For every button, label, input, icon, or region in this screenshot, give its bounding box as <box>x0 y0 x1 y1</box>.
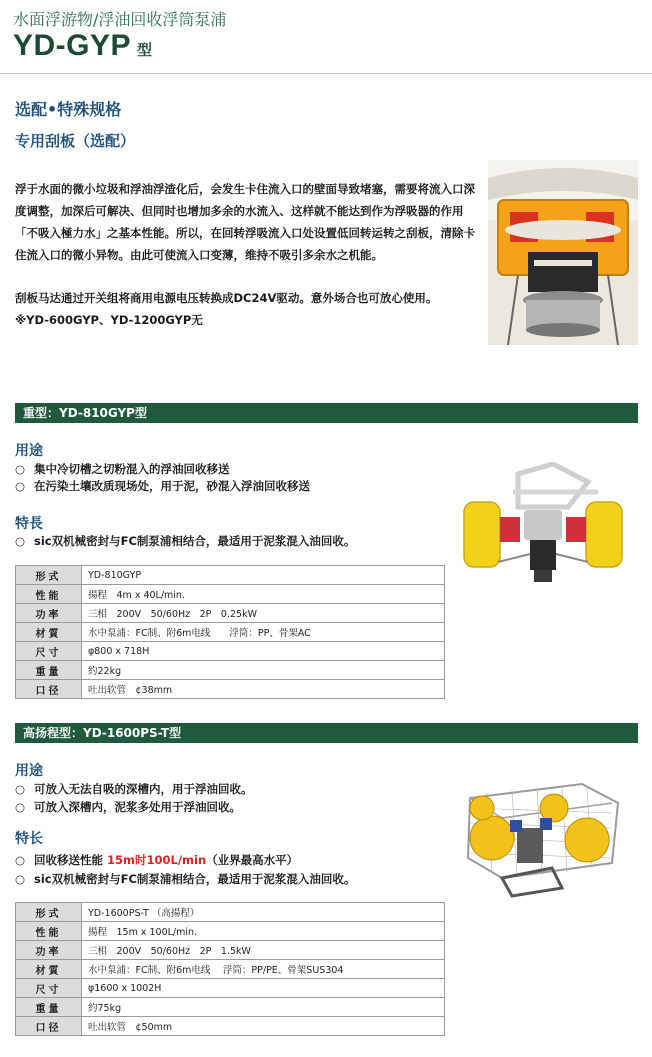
options-title: 选配•特殊规格 <box>15 100 122 119</box>
section2-spec-table <box>15 902 445 1036</box>
section1-use-item <box>15 461 230 477</box>
section2-feature-item <box>15 852 298 868</box>
spec-key: 口径 <box>16 1017 82 1036</box>
section2-use-text: 可放入深槽内，泥浆多处用于浮油回收。 <box>34 800 241 814</box>
spec-key: 重量 <box>16 998 82 1017</box>
table-row <box>16 903 445 922</box>
bullet-circle-icon: ○ <box>15 872 26 886</box>
spec-value: 吐出软管 ¢38mm <box>82 680 445 699</box>
table-row <box>16 979 445 998</box>
spec-value: 吐出软管 ¢50mm <box>82 1017 445 1036</box>
table-row <box>16 566 445 585</box>
options-paragraph-2 <box>15 287 475 331</box>
section-bar-heavy: 重型：YD-810GYP型 <box>15 403 638 423</box>
table-row <box>16 661 445 680</box>
section1-feature-label: 特長 <box>15 516 43 532</box>
table-row <box>16 585 445 604</box>
section1-feature-text: sic双机械密封与FC制泵浦相结合，最适用于泥浆混入油回收。 <box>34 534 356 548</box>
section2-use-item <box>15 799 241 815</box>
spec-value: 約22kg <box>82 661 445 680</box>
section2-feature-item <box>15 871 355 887</box>
section2-use-item <box>15 781 253 797</box>
section-bar-high-head: 高扬程型：YD-1600PS-T型 <box>15 723 638 743</box>
spec-key: 材質 <box>16 960 82 979</box>
options-paragraph-1: 浮于水面的微小垃圾和浮油浮渣化后，会发生卡住流入口的壁面导致堵塞，需要将流入口深度调整，加深后可解决、但同时也增加多余的水流入、这样就不能达到作为浮吸器的作用「不吸入極力水」之基本性能。所以，在回转浮吸流入口处设置低回转运转之刮板，清除卡住流入口的微小异物。由此可使流入口变薄，维持不吸引多余水之机能。 <box>15 182 475 262</box>
spec-key: 形式 <box>16 566 82 585</box>
options-paragraph-2-line-2: ※YD-600GYP、YD-1200GYP无 <box>15 313 203 327</box>
bullet-circle-icon: ○ <box>15 800 26 814</box>
model-suffix: 型 <box>137 42 153 59</box>
spec-key: 形式 <box>16 903 82 922</box>
table-row <box>16 960 445 979</box>
section1-use-label: 用途 <box>15 443 43 459</box>
spec-value: 水中泵浦：FC制、附6m电线 浮筒：PP、骨架AC <box>82 623 445 642</box>
section2-feature-highlight: 15m时100L/min <box>107 853 207 867</box>
spec-key: 口径 <box>16 680 82 699</box>
spec-key: 性能 <box>16 922 82 941</box>
bullet-circle-icon: ○ <box>15 534 26 548</box>
section2-use-label: 用途 <box>15 763 43 779</box>
header-model <box>13 29 153 63</box>
spec-key: 材質 <box>16 623 82 642</box>
spec-key: 尺寸 <box>16 642 82 661</box>
options-subtitle: 专用刮板（选配） <box>15 132 136 150</box>
table-row <box>16 623 445 642</box>
section1-spec-table <box>15 565 445 699</box>
table-row <box>16 680 445 699</box>
spec-key: 功率 <box>16 941 82 960</box>
table-row <box>16 604 445 623</box>
section1-use-item <box>15 478 310 494</box>
section1-feature-item <box>15 533 355 549</box>
options-paragraph-2-line-1: 刮板马达通过开关组将商用电源电压转换成DC24V驱动。意外场合也可放心使用。 <box>15 291 438 305</box>
header-divider <box>0 73 652 74</box>
table-row <box>16 998 445 1017</box>
spec-value: 約75kg <box>82 998 445 1017</box>
bullet-circle-icon: ○ <box>15 462 26 476</box>
table-row <box>16 922 445 941</box>
yd810gyp-photo <box>458 462 628 587</box>
section1-use-text: 在污染土壤改质现场处，用于泥，砂混入浮油回收移送 <box>34 479 310 493</box>
yd1600pst-photo <box>462 778 622 898</box>
table-row <box>16 1017 445 1036</box>
header-subtitle: 水面浮游物/浮油回收浮筒泵浦 <box>13 10 227 29</box>
spec-key: 尺寸 <box>16 979 82 998</box>
section2-feature-prefix: 回收移送性能 <box>34 853 108 867</box>
section1-use-text: 集中冷切槽之切粉混入的浮油回收移送 <box>34 462 230 476</box>
scraper-photo <box>488 160 638 345</box>
spec-value: YD-810GYP <box>82 566 445 585</box>
table-row <box>16 642 445 661</box>
page-header <box>0 0 652 74</box>
spec-value: φ800 x 718H <box>82 642 445 661</box>
spec-value: 揚程 4m x 40L/min. <box>82 585 445 604</box>
spec-value: 三相 200V 50/60Hz 2P 0.25kW <box>82 604 445 623</box>
bullet-circle-icon: ○ <box>15 853 26 867</box>
section2-feature-label: 特长 <box>15 831 43 847</box>
spec-value: 三相 200V 50/60Hz 2P 1.5kW <box>82 941 445 960</box>
spec-value: 揚程 15m x 100L/min. <box>82 922 445 941</box>
spec-value: φ1600 x 1002H <box>82 979 445 998</box>
spec-key: 功率 <box>16 604 82 623</box>
table-row <box>16 941 445 960</box>
bullet-circle-icon: ○ <box>15 782 26 796</box>
model-name: YD-GYP <box>13 29 132 62</box>
spec-key: 重量 <box>16 661 82 680</box>
section2-use-text: 可放入无法自吸的深槽内，用于浮油回收。 <box>34 782 253 796</box>
bullet-circle-icon: ○ <box>15 479 26 493</box>
spec-value: YD-1600PS-T （高揚程） <box>82 903 445 922</box>
section2-feature-text: sic双机械密封与FC制泵浦相结合，最适用于泥浆混入油回收。 <box>34 872 356 886</box>
spec-key: 性能 <box>16 585 82 604</box>
spec-value: 水中泵浦：FC制、附6m电线 浮筒：PP/PE、骨架SUS304 <box>82 960 445 979</box>
section2-feature-suffix: （业界最高水平） <box>206 853 299 867</box>
